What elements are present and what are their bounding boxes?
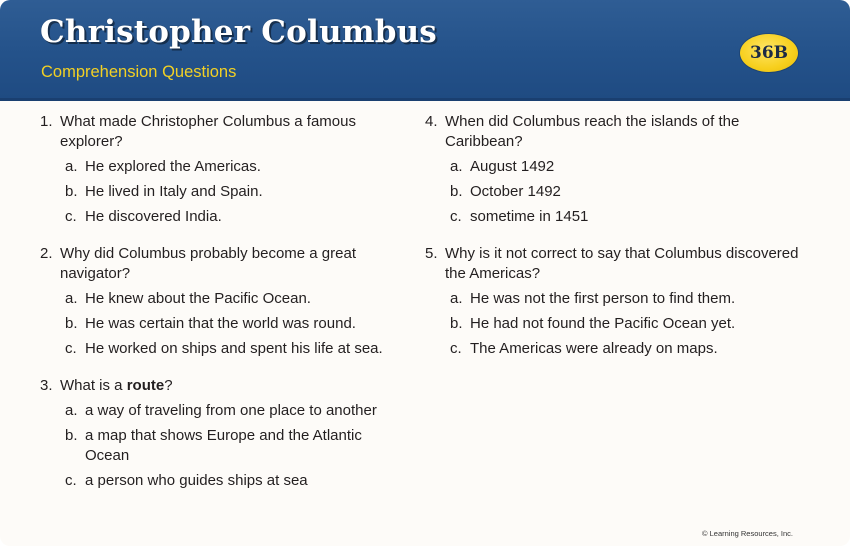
option-text: a person who guides ships at sea (85, 472, 308, 489)
question-text (60, 376, 410, 396)
question-number: 5. (425, 245, 438, 262)
question-1 (40, 112, 410, 227)
answer-options (40, 289, 410, 359)
answer-options (425, 289, 805, 359)
question-2 (40, 244, 410, 359)
question-text-start: What is a (60, 377, 127, 394)
answer-option (425, 157, 805, 177)
question-number: 1. (40, 113, 53, 130)
option-letter: b. (65, 427, 78, 444)
answer-option (40, 401, 410, 421)
option-text: a map that shows Europe and the Atlantic Ocean (85, 427, 362, 464)
question-text: Why did Columbus probably become a great navigator? (60, 245, 356, 282)
answer-option (425, 182, 805, 202)
option-letter: a. (65, 290, 78, 307)
answer-option (40, 314, 410, 334)
option-text: He lived in Italy and Spain. (85, 183, 263, 200)
question-text: What made Christopher Columbus a famous explorer? (60, 113, 356, 150)
option-letter: a. (65, 402, 78, 419)
answer-options (40, 157, 410, 227)
question-number: 4. (425, 113, 438, 130)
answer-options (425, 157, 805, 227)
question-text: When did Columbus reach the islands of the Caribbean? (445, 113, 740, 150)
option-text: sometime in 1451 (470, 208, 589, 225)
answer-option (425, 289, 805, 309)
option-letter: b. (450, 183, 463, 200)
option-letter: c. (65, 340, 77, 357)
option-letter: b. (65, 315, 78, 332)
card-subtitle: Comprehension Questions (41, 63, 237, 81)
answer-option (40, 426, 410, 466)
option-text: October 1492 (470, 183, 561, 200)
card-title: Christopher Columbus (40, 14, 437, 50)
answer-option (425, 339, 805, 359)
option-letter: c. (65, 208, 77, 225)
question-text-end: ? (164, 377, 173, 394)
option-letter: c. (450, 340, 462, 357)
option-text: He was certain that the world was round. (85, 315, 356, 332)
option-letter: a. (450, 158, 463, 175)
vocabulary-word: route (126, 377, 165, 394)
answer-option (40, 207, 410, 227)
answer-option (40, 182, 410, 202)
answer-option (40, 339, 410, 359)
option-text: a way of traveling from one place to another (85, 402, 377, 419)
question-5 (425, 244, 805, 359)
question-3 (40, 376, 410, 491)
option-letter: b. (450, 315, 463, 332)
question-number: 2. (40, 245, 53, 262)
question-text: Why is it not correct to say that Columbus discovered the Americas? (445, 245, 799, 282)
card-header (0, 0, 850, 101)
option-text: He knew about the Pacific Ocean. (85, 290, 311, 307)
answer-options (40, 401, 410, 491)
question-4 (425, 112, 805, 227)
option-letter: c. (450, 208, 462, 225)
option-letter: a. (450, 290, 463, 307)
option-text: He discovered India. (85, 208, 222, 225)
answer-option (40, 471, 410, 491)
option-text: He explored the Americas. (85, 158, 261, 175)
answer-option (40, 289, 410, 309)
card-number-badge: 36B (740, 34, 798, 72)
option-text: August 1492 (470, 158, 555, 175)
left-column (40, 112, 410, 496)
option-letter: c. (65, 472, 77, 489)
answer-option (425, 314, 805, 334)
question-number: 3. (40, 377, 53, 394)
option-text: He worked on ships and spent his life at sea. (85, 340, 383, 357)
option-text: He was not the first person to find them. (470, 290, 736, 307)
answer-option (40, 157, 410, 177)
copyright-notice: © Learning Resources, Inc. (702, 529, 793, 538)
option-letter: a. (65, 158, 78, 175)
option-letter: b. (65, 183, 78, 200)
option-text: He had not found the Pacific Ocean yet. (470, 315, 736, 332)
right-column (425, 112, 805, 364)
option-text: The Americas were already on maps. (470, 340, 718, 357)
answer-option (425, 207, 805, 227)
